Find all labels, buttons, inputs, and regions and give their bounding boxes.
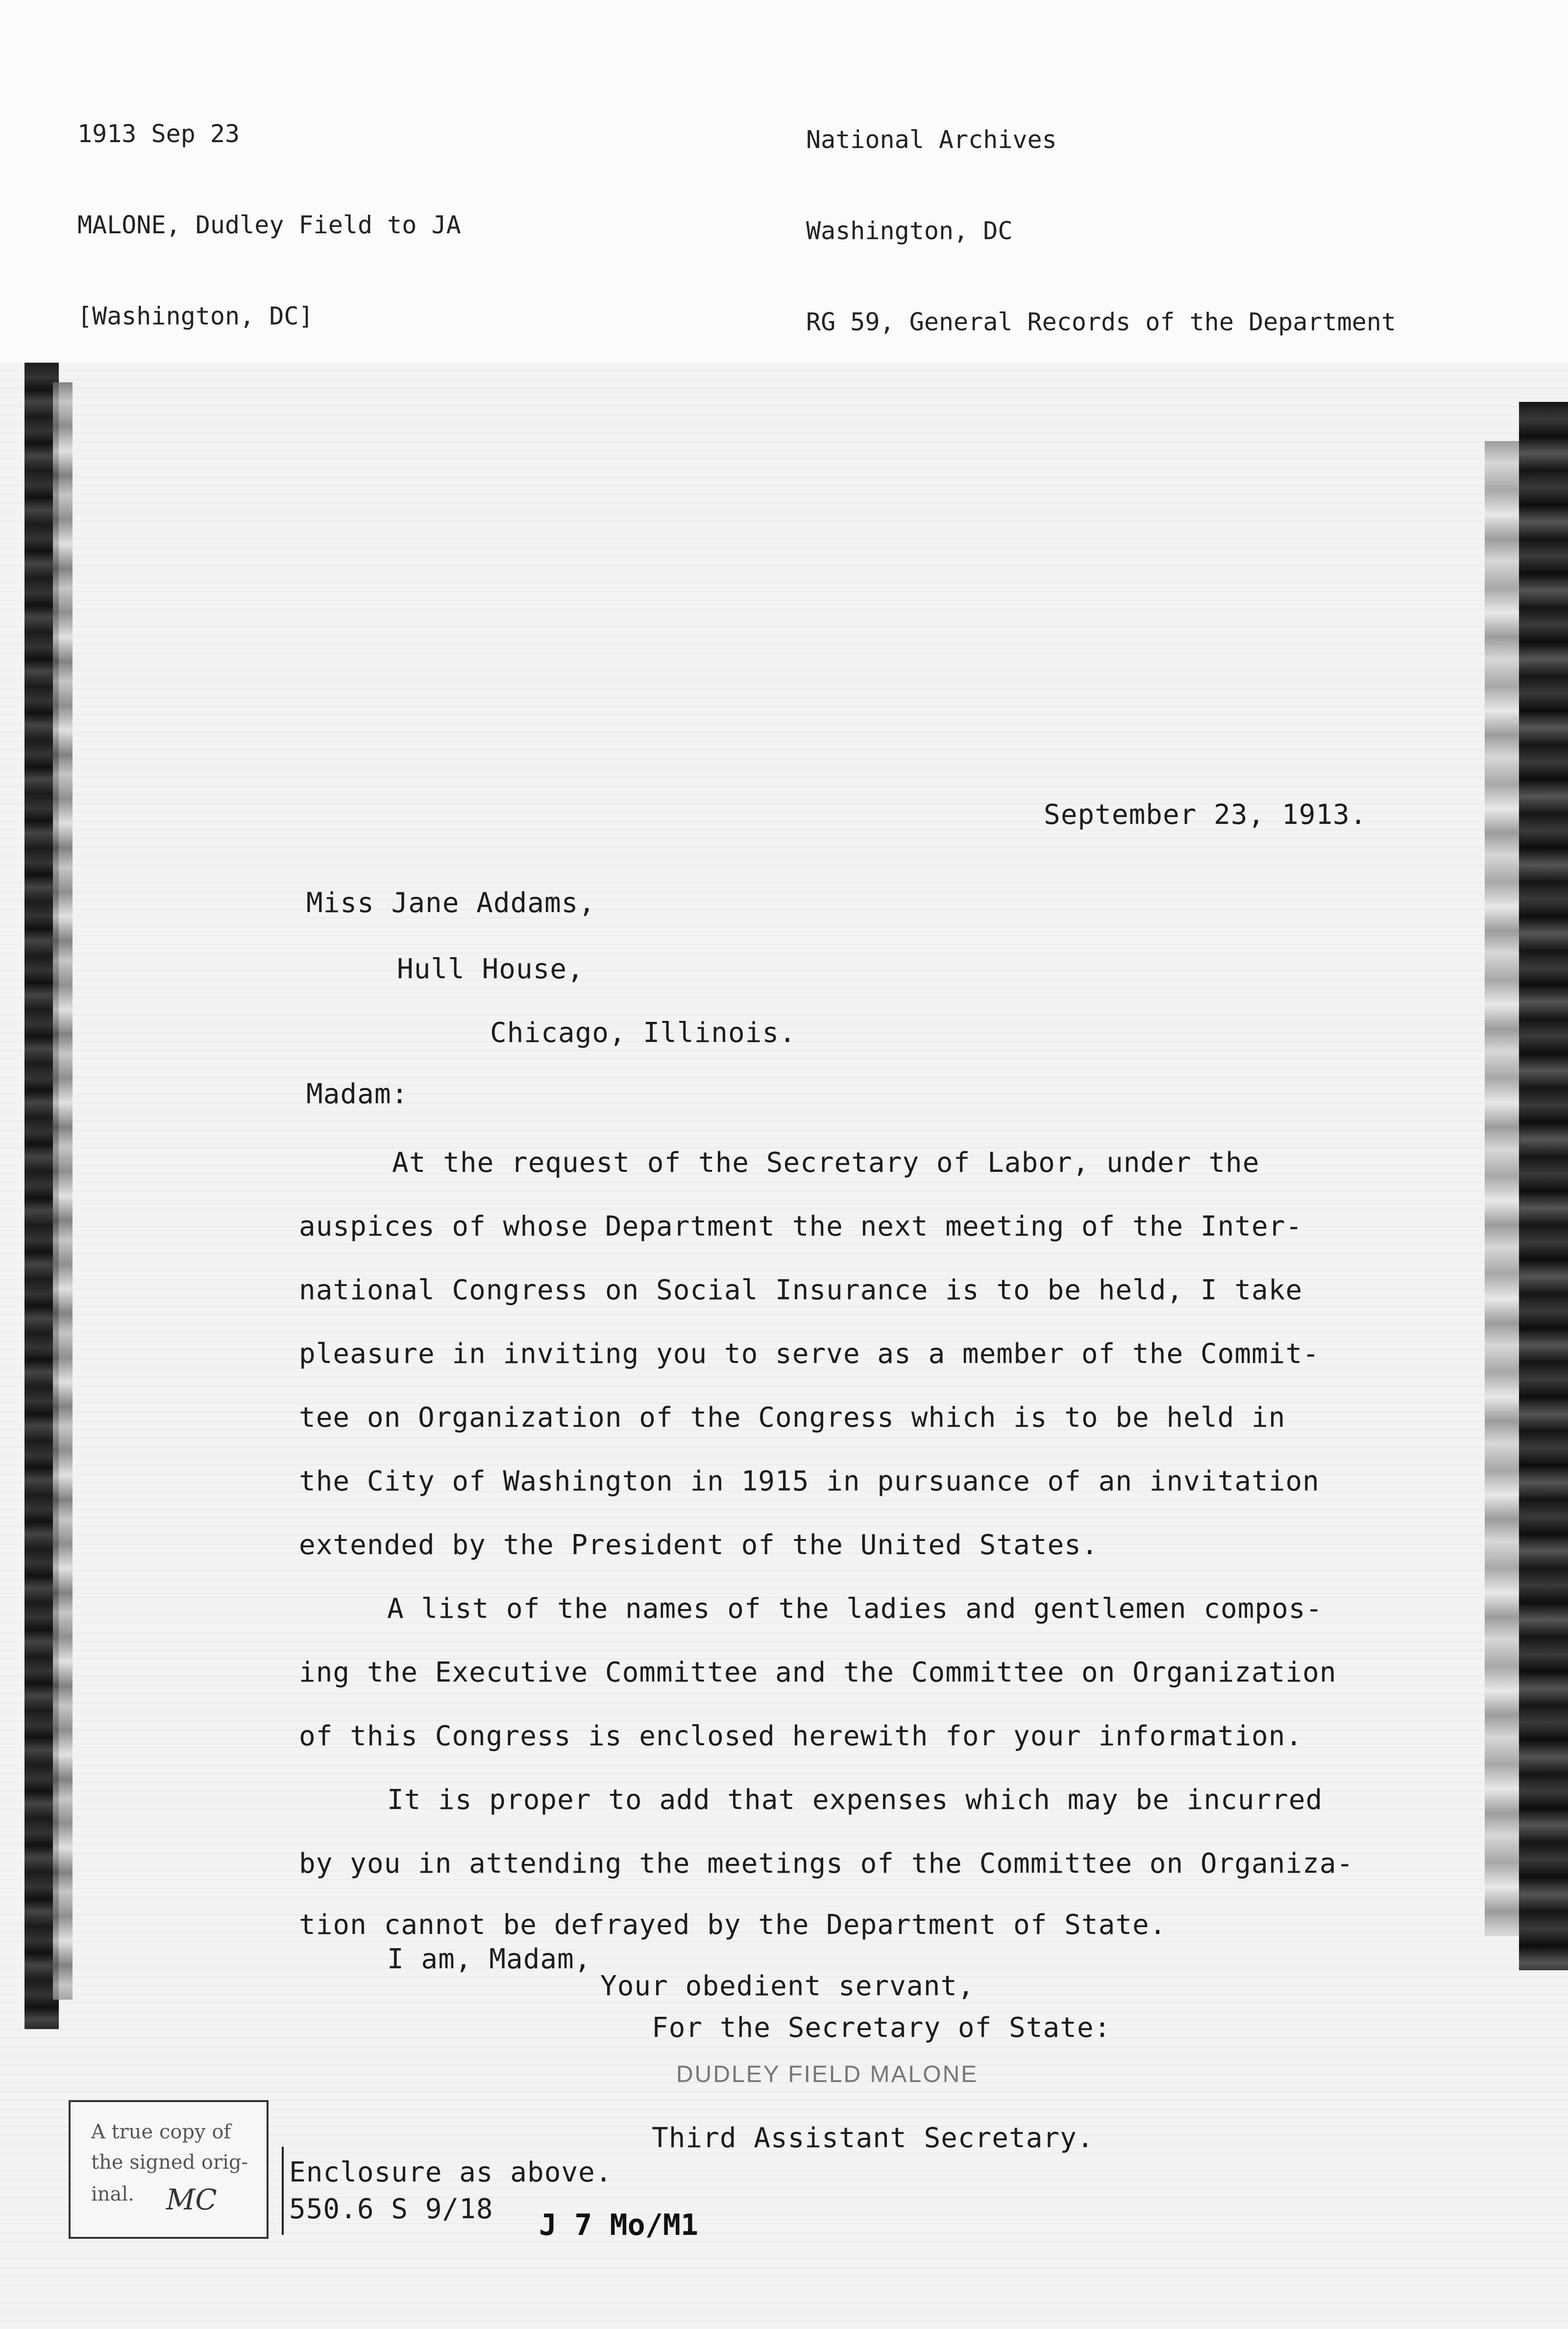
body-line-2: auspices of whose Department the next meeting of the Inter- <box>299 1211 1303 1242</box>
header-repository: National Archives <box>806 125 1057 154</box>
file-reference: 550.6 S 9/18 <box>289 2193 493 2225</box>
closing-line-3: For the Secretary of State: <box>652 2012 1111 2044</box>
salutation: Madam: <box>306 1078 409 1110</box>
header-place: [Washington, DC] <box>77 302 314 330</box>
body-line-10: of this Congress is enclosed herewith for your information. <box>299 1720 1303 1752</box>
body-line-8: A list of the names of the ladies and gentlemen compos- <box>387 1593 1323 1625</box>
header-repository-location: Washington, DC <box>806 217 1013 245</box>
closing-line-1: I am, Madam, <box>387 1943 591 1975</box>
body-line-13: tion cannot be defrayed by the Department of State. <box>299 1909 1167 1941</box>
stamp-initials: MC <box>166 2183 217 2216</box>
signer-title: Third Assistant Secretary. <box>652 2122 1094 2154</box>
file-mark: J 7 Mo/M1 <box>539 2208 699 2242</box>
addressee-name: Miss Jane Addams, <box>306 887 596 919</box>
header-correspondents: MALONE, Dudley Field to JA <box>77 211 461 239</box>
stamp-line-3: inal. <box>91 2183 134 2205</box>
right-dark-edge <box>1519 402 1568 1970</box>
archive-header <box>0 0 1568 363</box>
body-line-5: tee on Organization of the Congress which is to be held in <box>299 1402 1286 1434</box>
right-edge-texture <box>1485 441 1519 1936</box>
body-line-6: the City of Washington in 1915 in pursuance of an invitation <box>299 1465 1320 1497</box>
body-line-7: extended by the President of the United States. <box>299 1529 1099 1561</box>
stamp-line-2: the signed orig- <box>91 2151 248 2174</box>
margin-divider <box>282 2147 284 2235</box>
letter-date: September 23, 1913. <box>1044 799 1367 831</box>
body-line-3: national Congress on Social Insurance is to be held, I take <box>299 1274 1303 1306</box>
addressee-org: Hull House, <box>397 953 584 985</box>
body-line-1: At the request of the Secretary of Labor, under the <box>392 1147 1260 1179</box>
addressee-city: Chicago, Illinois. <box>490 1017 796 1049</box>
signature-stamp: DUDLEY FIELD MALONE <box>676 2061 979 2087</box>
body-line-4: pleasure in inviting you to serve as a member of the Commit- <box>299 1338 1320 1370</box>
header-date: 1913 Sep 23 <box>77 120 240 148</box>
body-line-9: ing the Executive Committee and the Committee on Organization <box>299 1657 1337 1688</box>
stamp-line-1: A true copy of <box>91 2121 231 2143</box>
header-record-group: RG 59, General Records of the Department <box>806 308 1396 336</box>
true-copy-stamp <box>69 2100 269 2239</box>
body-line-11: It is proper to add that expenses which may be incurred <box>387 1784 1323 1816</box>
enclosure-note: Enclosure as above. <box>289 2156 612 2188</box>
left-edge-texture <box>53 382 73 2000</box>
closing-line-2: Your obedient servant, <box>600 1970 975 2002</box>
body-line-12: by you in attending the meetings of the Committee on Organiza- <box>299 1848 1354 1880</box>
